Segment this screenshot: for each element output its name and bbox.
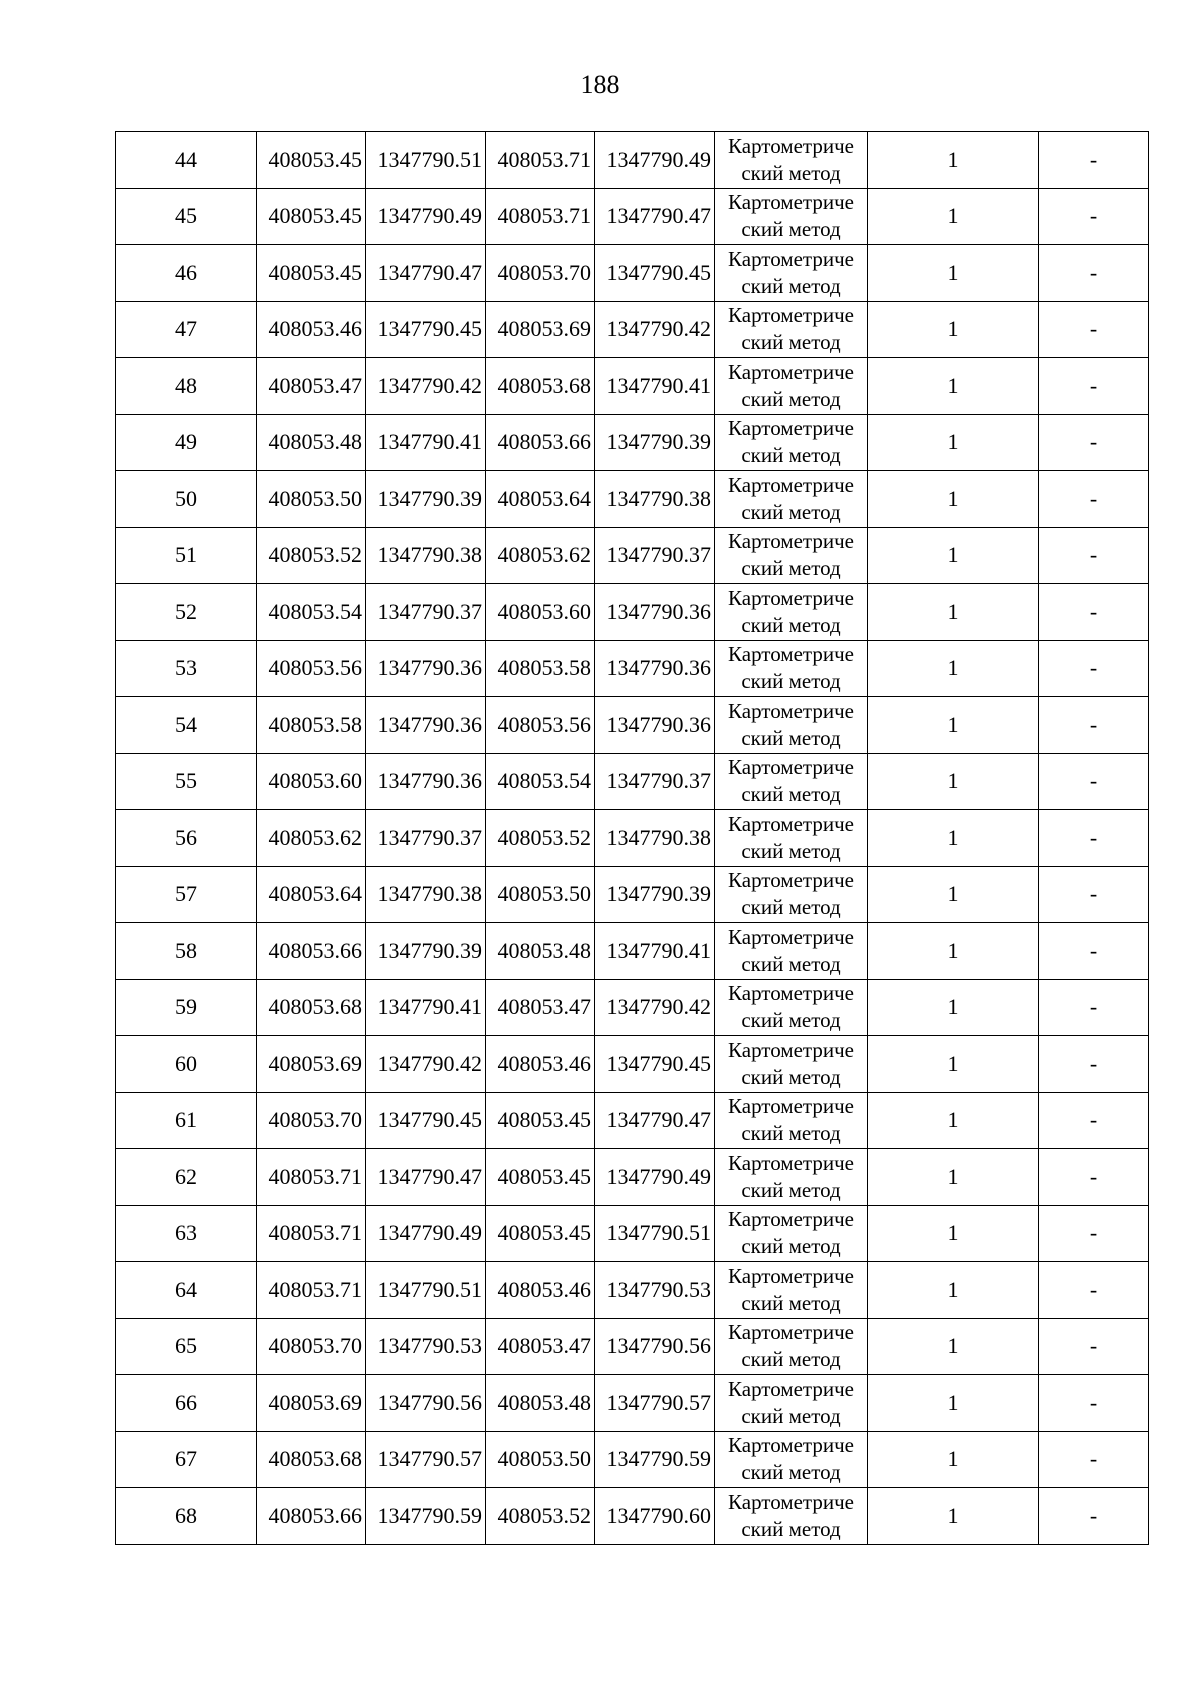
method-cell: [715, 923, 868, 980]
point-number-cell: 53: [116, 640, 257, 697]
y-from-cell: 1347790.38: [366, 866, 486, 923]
note-cell: -: [1039, 810, 1149, 867]
method-line1: Картометриче: [728, 755, 854, 780]
method-line2: ский метод: [741, 273, 841, 298]
note-cell: -: [1039, 923, 1149, 980]
x-to-cell: 408053.50: [486, 1431, 595, 1488]
y-from-cell: 1347790.38: [366, 527, 486, 584]
y-from-cell: 1347790.45: [366, 301, 486, 358]
y-to-cell: 1347790.57: [595, 1375, 715, 1432]
y-to-cell: 1347790.47: [595, 188, 715, 245]
y-to-cell: 1347790.42: [595, 301, 715, 358]
x-from-cell: 408053.64: [257, 866, 366, 923]
note-cell: -: [1039, 1375, 1149, 1432]
x-from-cell: 408053.70: [257, 1318, 366, 1375]
method-cell: [715, 358, 868, 415]
x-to-cell: 408053.45: [486, 1092, 595, 1149]
note-cell: -: [1039, 1318, 1149, 1375]
method-cell: [715, 527, 868, 584]
accuracy-cell: 1: [868, 414, 1039, 471]
x-to-cell: 408053.64: [486, 471, 595, 528]
point-number-cell: 54: [116, 697, 257, 754]
method-line1: Картометриче: [728, 303, 854, 328]
note-cell: -: [1039, 527, 1149, 584]
table-row: [116, 1092, 1149, 1149]
accuracy-cell: 1: [868, 1318, 1039, 1375]
table-row: [116, 753, 1149, 810]
y-to-cell: 1347790.42: [595, 979, 715, 1036]
note-cell: -: [1039, 1149, 1149, 1206]
y-from-cell: 1347790.56: [366, 1375, 486, 1432]
method-line1: Картометриче: [728, 868, 854, 893]
x-from-cell: 408053.70: [257, 1092, 366, 1149]
method-cell: [715, 245, 868, 302]
coordinates-table: [115, 131, 1149, 1545]
point-number-cell: 58: [116, 923, 257, 980]
method-line2: ский метод: [741, 160, 841, 185]
method-cell: [715, 1092, 868, 1149]
note-cell: -: [1039, 697, 1149, 754]
accuracy-cell: 1: [868, 1036, 1039, 1093]
x-to-cell: 408053.46: [486, 1262, 595, 1319]
method-line2: ский метод: [741, 1064, 841, 1089]
point-number-cell: 46: [116, 245, 257, 302]
method-cell: [715, 1036, 868, 1093]
method-cell: [715, 188, 868, 245]
method-cell: [715, 1149, 868, 1206]
x-from-cell: 408053.71: [257, 1205, 366, 1262]
x-from-cell: 408053.46: [257, 301, 366, 358]
y-to-cell: 1347790.49: [595, 1149, 715, 1206]
accuracy-cell: 1: [868, 245, 1039, 302]
method-line1: Картометриче: [728, 1094, 854, 1119]
x-to-cell: 408053.56: [486, 697, 595, 754]
x-to-cell: 408053.66: [486, 414, 595, 471]
y-to-cell: 1347790.39: [595, 866, 715, 923]
y-to-cell: 1347790.60: [595, 1488, 715, 1545]
table-row: [116, 866, 1149, 923]
x-from-cell: 408053.45: [257, 188, 366, 245]
method-line1: Картометриче: [728, 246, 854, 271]
method-line1: Картометриче: [728, 1150, 854, 1175]
method-line1: Картометриче: [728, 1207, 854, 1232]
x-from-cell: 408053.45: [257, 132, 366, 189]
point-number-cell: 57: [116, 866, 257, 923]
accuracy-cell: 1: [868, 188, 1039, 245]
x-from-cell: 408053.56: [257, 640, 366, 697]
method-line2: ский метод: [741, 1460, 841, 1485]
point-number-cell: 62: [116, 1149, 257, 1206]
method-line2: ский метод: [741, 1121, 841, 1146]
y-to-cell: 1347790.53: [595, 1262, 715, 1319]
point-number-cell: 65: [116, 1318, 257, 1375]
y-to-cell: 1347790.38: [595, 810, 715, 867]
point-number-cell: 48: [116, 358, 257, 415]
note-cell: -: [1039, 245, 1149, 302]
method-line1: Картометриче: [728, 190, 854, 215]
method-line1: Картометриче: [728, 1320, 854, 1345]
table-row: [116, 979, 1149, 1036]
method-line1: Картометриче: [728, 133, 854, 158]
x-to-cell: 408053.60: [486, 584, 595, 641]
method-line1: Картометриче: [728, 1037, 854, 1062]
x-to-cell: 408053.48: [486, 923, 595, 980]
y-from-cell: 1347790.41: [366, 979, 486, 1036]
method-line2: ский метод: [741, 782, 841, 807]
method-line1: Картометриче: [728, 642, 854, 667]
method-line2: ский метод: [741, 612, 841, 637]
y-to-cell: 1347790.36: [595, 584, 715, 641]
method-line2: ский метод: [741, 217, 841, 242]
accuracy-cell: 1: [868, 1149, 1039, 1206]
y-to-cell: 1347790.37: [595, 527, 715, 584]
x-from-cell: 408053.68: [257, 1431, 366, 1488]
x-to-cell: 408053.69: [486, 301, 595, 358]
accuracy-cell: 1: [868, 471, 1039, 528]
table-row: [116, 1318, 1149, 1375]
table-row: [116, 301, 1149, 358]
accuracy-cell: 1: [868, 753, 1039, 810]
accuracy-cell: 1: [868, 640, 1039, 697]
method-line2: ский метод: [741, 1290, 841, 1315]
method-line2: ский метод: [741, 499, 841, 524]
point-number-cell: 61: [116, 1092, 257, 1149]
accuracy-cell: 1: [868, 358, 1039, 415]
method-line2: ский метод: [741, 1347, 841, 1372]
accuracy-cell: 1: [868, 923, 1039, 980]
method-cell: [715, 1488, 868, 1545]
table-row: [116, 358, 1149, 415]
point-number-cell: 45: [116, 188, 257, 245]
method-line2: ский метод: [741, 1177, 841, 1202]
table-row: [116, 923, 1149, 980]
x-to-cell: 408053.62: [486, 527, 595, 584]
point-number-cell: 44: [116, 132, 257, 189]
note-cell: -: [1039, 1488, 1149, 1545]
method-cell: [715, 301, 868, 358]
x-to-cell: 408053.50: [486, 866, 595, 923]
y-to-cell: 1347790.49: [595, 132, 715, 189]
table-row: [116, 1205, 1149, 1262]
y-from-cell: 1347790.45: [366, 1092, 486, 1149]
method-cell: [715, 979, 868, 1036]
y-from-cell: 1347790.51: [366, 132, 486, 189]
y-to-cell: 1347790.45: [595, 1036, 715, 1093]
note-cell: -: [1039, 1092, 1149, 1149]
note-cell: -: [1039, 1036, 1149, 1093]
x-to-cell: 408053.70: [486, 245, 595, 302]
method-line1: Картометриче: [728, 698, 854, 723]
y-to-cell: 1347790.39: [595, 414, 715, 471]
y-from-cell: 1347790.39: [366, 471, 486, 528]
method-cell: [715, 1318, 868, 1375]
table-row: [116, 1488, 1149, 1545]
y-from-cell: 1347790.47: [366, 245, 486, 302]
accuracy-cell: 1: [868, 132, 1039, 189]
method-cell: [715, 414, 868, 471]
note-cell: -: [1039, 640, 1149, 697]
x-to-cell: 408053.54: [486, 753, 595, 810]
y-from-cell: 1347790.53: [366, 1318, 486, 1375]
table-row: [116, 527, 1149, 584]
method-line2: ский метод: [741, 725, 841, 750]
note-cell: -: [1039, 301, 1149, 358]
point-number-cell: 60: [116, 1036, 257, 1093]
table-row: [116, 1375, 1149, 1432]
method-line1: Картометриче: [728, 1376, 854, 1401]
y-to-cell: 1347790.51: [595, 1205, 715, 1262]
method-line1: Картометриче: [728, 416, 854, 441]
x-from-cell: 408053.71: [257, 1149, 366, 1206]
point-number-cell: 59: [116, 979, 257, 1036]
accuracy-cell: 1: [868, 301, 1039, 358]
y-from-cell: 1347790.36: [366, 753, 486, 810]
table-row: [116, 584, 1149, 641]
x-from-cell: 408053.60: [257, 753, 366, 810]
table-row: [116, 1036, 1149, 1093]
method-cell: [715, 1431, 868, 1488]
method-cell: [715, 697, 868, 754]
x-from-cell: 408053.58: [257, 697, 366, 754]
note-cell: -: [1039, 1205, 1149, 1262]
point-number-cell: 66: [116, 1375, 257, 1432]
method-line2: ский метод: [741, 1008, 841, 1033]
method-line2: ский метод: [741, 1403, 841, 1428]
point-number-cell: 47: [116, 301, 257, 358]
method-cell: [715, 132, 868, 189]
method-line1: Картометриче: [728, 359, 854, 384]
x-to-cell: 408053.47: [486, 979, 595, 1036]
note-cell: -: [1039, 584, 1149, 641]
x-to-cell: 408053.52: [486, 810, 595, 867]
table-row: [116, 1149, 1149, 1206]
accuracy-cell: 1: [868, 979, 1039, 1036]
method-cell: [715, 471, 868, 528]
y-from-cell: 1347790.59: [366, 1488, 486, 1545]
accuracy-cell: 1: [868, 866, 1039, 923]
method-cell: [715, 1205, 868, 1262]
method-line1: Картометриче: [728, 1433, 854, 1458]
y-from-cell: 1347790.42: [366, 358, 486, 415]
point-number-cell: 68: [116, 1488, 257, 1545]
method-line2: ский метод: [741, 443, 841, 468]
x-to-cell: 408053.46: [486, 1036, 595, 1093]
y-to-cell: 1347790.59: [595, 1431, 715, 1488]
x-from-cell: 408053.69: [257, 1036, 366, 1093]
y-from-cell: 1347790.36: [366, 697, 486, 754]
method-line2: ский метод: [741, 556, 841, 581]
y-from-cell: 1347790.42: [366, 1036, 486, 1093]
method-line2: ский метод: [741, 951, 841, 976]
point-number-cell: 55: [116, 753, 257, 810]
method-cell: [715, 584, 868, 641]
method-line2: ский метод: [741, 386, 841, 411]
y-to-cell: 1347790.36: [595, 640, 715, 697]
accuracy-cell: 1: [868, 527, 1039, 584]
accuracy-cell: 1: [868, 810, 1039, 867]
y-to-cell: 1347790.38: [595, 471, 715, 528]
x-from-cell: 408053.52: [257, 527, 366, 584]
method-line2: ский метод: [741, 669, 841, 694]
table-row: [116, 245, 1149, 302]
x-to-cell: 408053.45: [486, 1149, 595, 1206]
note-cell: -: [1039, 132, 1149, 189]
accuracy-cell: 1: [868, 1092, 1039, 1149]
accuracy-cell: 1: [868, 1431, 1039, 1488]
method-line2: ский метод: [741, 1516, 841, 1541]
accuracy-cell: 1: [868, 1262, 1039, 1319]
y-to-cell: 1347790.56: [595, 1318, 715, 1375]
method-line2: ский метод: [741, 1234, 841, 1259]
x-to-cell: 408053.48: [486, 1375, 595, 1432]
note-cell: -: [1039, 1262, 1149, 1319]
accuracy-cell: 1: [868, 584, 1039, 641]
y-from-cell: 1347790.37: [366, 584, 486, 641]
table-row: [116, 640, 1149, 697]
note-cell: -: [1039, 1431, 1149, 1488]
method-cell: [715, 753, 868, 810]
point-number-cell: 63: [116, 1205, 257, 1262]
y-from-cell: 1347790.51: [366, 1262, 486, 1319]
method-cell: [715, 866, 868, 923]
point-number-cell: 49: [116, 414, 257, 471]
y-from-cell: 1347790.39: [366, 923, 486, 980]
method-line2: ский метод: [741, 330, 841, 355]
x-from-cell: 408053.45: [257, 245, 366, 302]
method-line1: Картометриче: [728, 585, 854, 610]
x-from-cell: 408053.47: [257, 358, 366, 415]
method-cell: [715, 1375, 868, 1432]
table-row: [116, 414, 1149, 471]
y-from-cell: 1347790.49: [366, 188, 486, 245]
y-to-cell: 1347790.45: [595, 245, 715, 302]
method-cell: [715, 810, 868, 867]
method-line1: Картометриче: [728, 924, 854, 949]
x-from-cell: 408053.69: [257, 1375, 366, 1432]
note-cell: -: [1039, 753, 1149, 810]
note-cell: -: [1039, 188, 1149, 245]
accuracy-cell: 1: [868, 1205, 1039, 1262]
y-to-cell: 1347790.47: [595, 1092, 715, 1149]
table-row: [116, 810, 1149, 867]
x-to-cell: 408053.68: [486, 358, 595, 415]
y-to-cell: 1347790.41: [595, 923, 715, 980]
y-to-cell: 1347790.41: [595, 358, 715, 415]
x-from-cell: 408053.71: [257, 1262, 366, 1319]
note-cell: -: [1039, 414, 1149, 471]
note-cell: -: [1039, 979, 1149, 1036]
accuracy-cell: 1: [868, 1375, 1039, 1432]
point-number-cell: 64: [116, 1262, 257, 1319]
method-line1: Картометриче: [728, 981, 854, 1006]
x-from-cell: 408053.62: [257, 810, 366, 867]
table-body: [116, 132, 1149, 1545]
x-from-cell: 408053.54: [257, 584, 366, 641]
x-to-cell: 408053.71: [486, 188, 595, 245]
y-from-cell: 1347790.49: [366, 1205, 486, 1262]
table-row: [116, 188, 1149, 245]
x-from-cell: 408053.50: [257, 471, 366, 528]
y-from-cell: 1347790.57: [366, 1431, 486, 1488]
y-from-cell: 1347790.41: [366, 414, 486, 471]
accuracy-cell: 1: [868, 697, 1039, 754]
table-row: [116, 1262, 1149, 1319]
method-line2: ский метод: [741, 838, 841, 863]
y-from-cell: 1347790.37: [366, 810, 486, 867]
y-to-cell: 1347790.36: [595, 697, 715, 754]
note-cell: -: [1039, 358, 1149, 415]
x-to-cell: 408053.58: [486, 640, 595, 697]
x-from-cell: 408053.66: [257, 923, 366, 980]
method-line1: Картометриче: [728, 811, 854, 836]
method-line1: Картометриче: [728, 1489, 854, 1514]
x-from-cell: 408053.48: [257, 414, 366, 471]
point-number-cell: 56: [116, 810, 257, 867]
point-number-cell: 52: [116, 584, 257, 641]
x-from-cell: 408053.66: [257, 1488, 366, 1545]
x-to-cell: 408053.45: [486, 1205, 595, 1262]
x-to-cell: 408053.71: [486, 132, 595, 189]
table-row: [116, 697, 1149, 754]
point-number-cell: 50: [116, 471, 257, 528]
accuracy-cell: 1: [868, 1488, 1039, 1545]
method-line1: Картометриче: [728, 529, 854, 554]
x-to-cell: 408053.52: [486, 1488, 595, 1545]
page-number: 188: [580, 70, 620, 99]
table-row: [116, 471, 1149, 528]
point-number-cell: 67: [116, 1431, 257, 1488]
table-row: [116, 1431, 1149, 1488]
note-cell: -: [1039, 866, 1149, 923]
x-from-cell: 408053.68: [257, 979, 366, 1036]
method-line1: Картометриче: [728, 472, 854, 497]
method-line1: Картометриче: [728, 1263, 854, 1288]
point-number-cell: 51: [116, 527, 257, 584]
y-to-cell: 1347790.37: [595, 753, 715, 810]
method-cell: [715, 1262, 868, 1319]
method-cell: [715, 640, 868, 697]
y-from-cell: 1347790.36: [366, 640, 486, 697]
table-row: [116, 132, 1149, 189]
method-line2: ский метод: [741, 895, 841, 920]
x-to-cell: 408053.47: [486, 1318, 595, 1375]
note-cell: -: [1039, 471, 1149, 528]
y-from-cell: 1347790.47: [366, 1149, 486, 1206]
